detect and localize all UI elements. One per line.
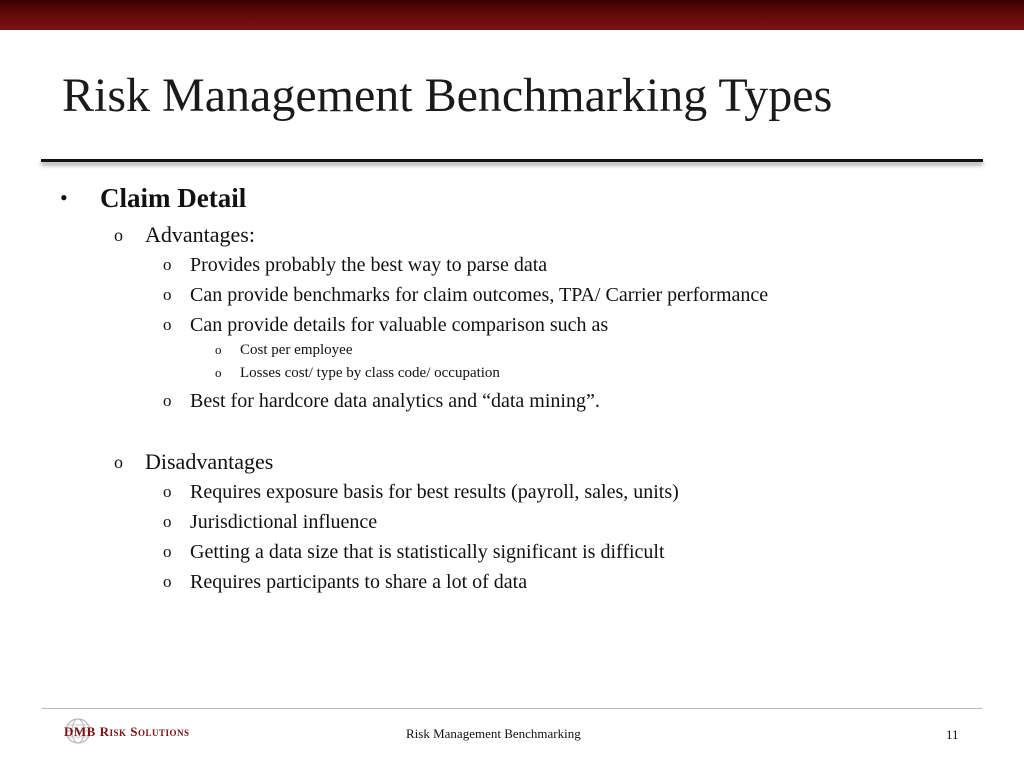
bullet-circle-icon: o <box>163 391 172 410</box>
bullet-circle-icon: o <box>215 342 222 357</box>
advantages-label: Advantages: <box>145 222 255 247</box>
bullet-circle-icon: o <box>163 315 172 334</box>
heading-claim-detail: Claim Detail <box>100 183 247 213</box>
bullet-circle-icon: o <box>114 452 123 472</box>
disadvantage-text: Jurisdictional influence <box>190 511 378 533</box>
disadvantages-label: Disadvantages <box>145 449 274 474</box>
page-number: 11 <box>946 727 959 742</box>
bullet-circle-icon: o <box>163 512 172 531</box>
bullet-circle-icon: o <box>163 542 172 561</box>
advantage-text: Provides probably the best way to parse data <box>190 254 548 276</box>
bullet-circle-icon: o <box>163 255 172 274</box>
bullet-circle-icon: o <box>114 225 123 245</box>
bullet-circle-icon: o <box>163 285 172 304</box>
footer-divider <box>42 708 982 709</box>
disadvantage-text: Getting a data size that is statistically significant is difficult <box>190 541 665 563</box>
company-logo <box>60 716 200 744</box>
disadvantage-text: Requires participants to share a lot of data <box>190 571 528 593</box>
bullet-circle-icon: o <box>215 365 222 380</box>
bullet-circle-icon: o <box>163 572 172 591</box>
logo-text: DMB Risk Solutions <box>64 724 190 739</box>
sub-item-text: Losses cost/ type by class code/ occupation <box>240 365 500 381</box>
advantage-text: Best for hardcore data analytics and “data mining”. <box>190 390 600 412</box>
footer-title: Risk Management Benchmarking <box>406 726 581 741</box>
advantage-text: Can provide benchmarks for claim outcomes, TPA/ Carrier performance <box>190 284 769 306</box>
sub-item-text: Cost per employee <box>240 342 353 358</box>
slide-title: Risk Management Benchmarking Types <box>62 69 833 122</box>
advantage-text: Can provide details for valuable comparison such as <box>190 314 609 336</box>
bullet-circle-icon: o <box>163 482 172 501</box>
bullet-dot-icon: • <box>60 185 68 210</box>
disadvantage-text: Requires exposure basis for best results (payroll, sales, units) <box>190 481 679 503</box>
